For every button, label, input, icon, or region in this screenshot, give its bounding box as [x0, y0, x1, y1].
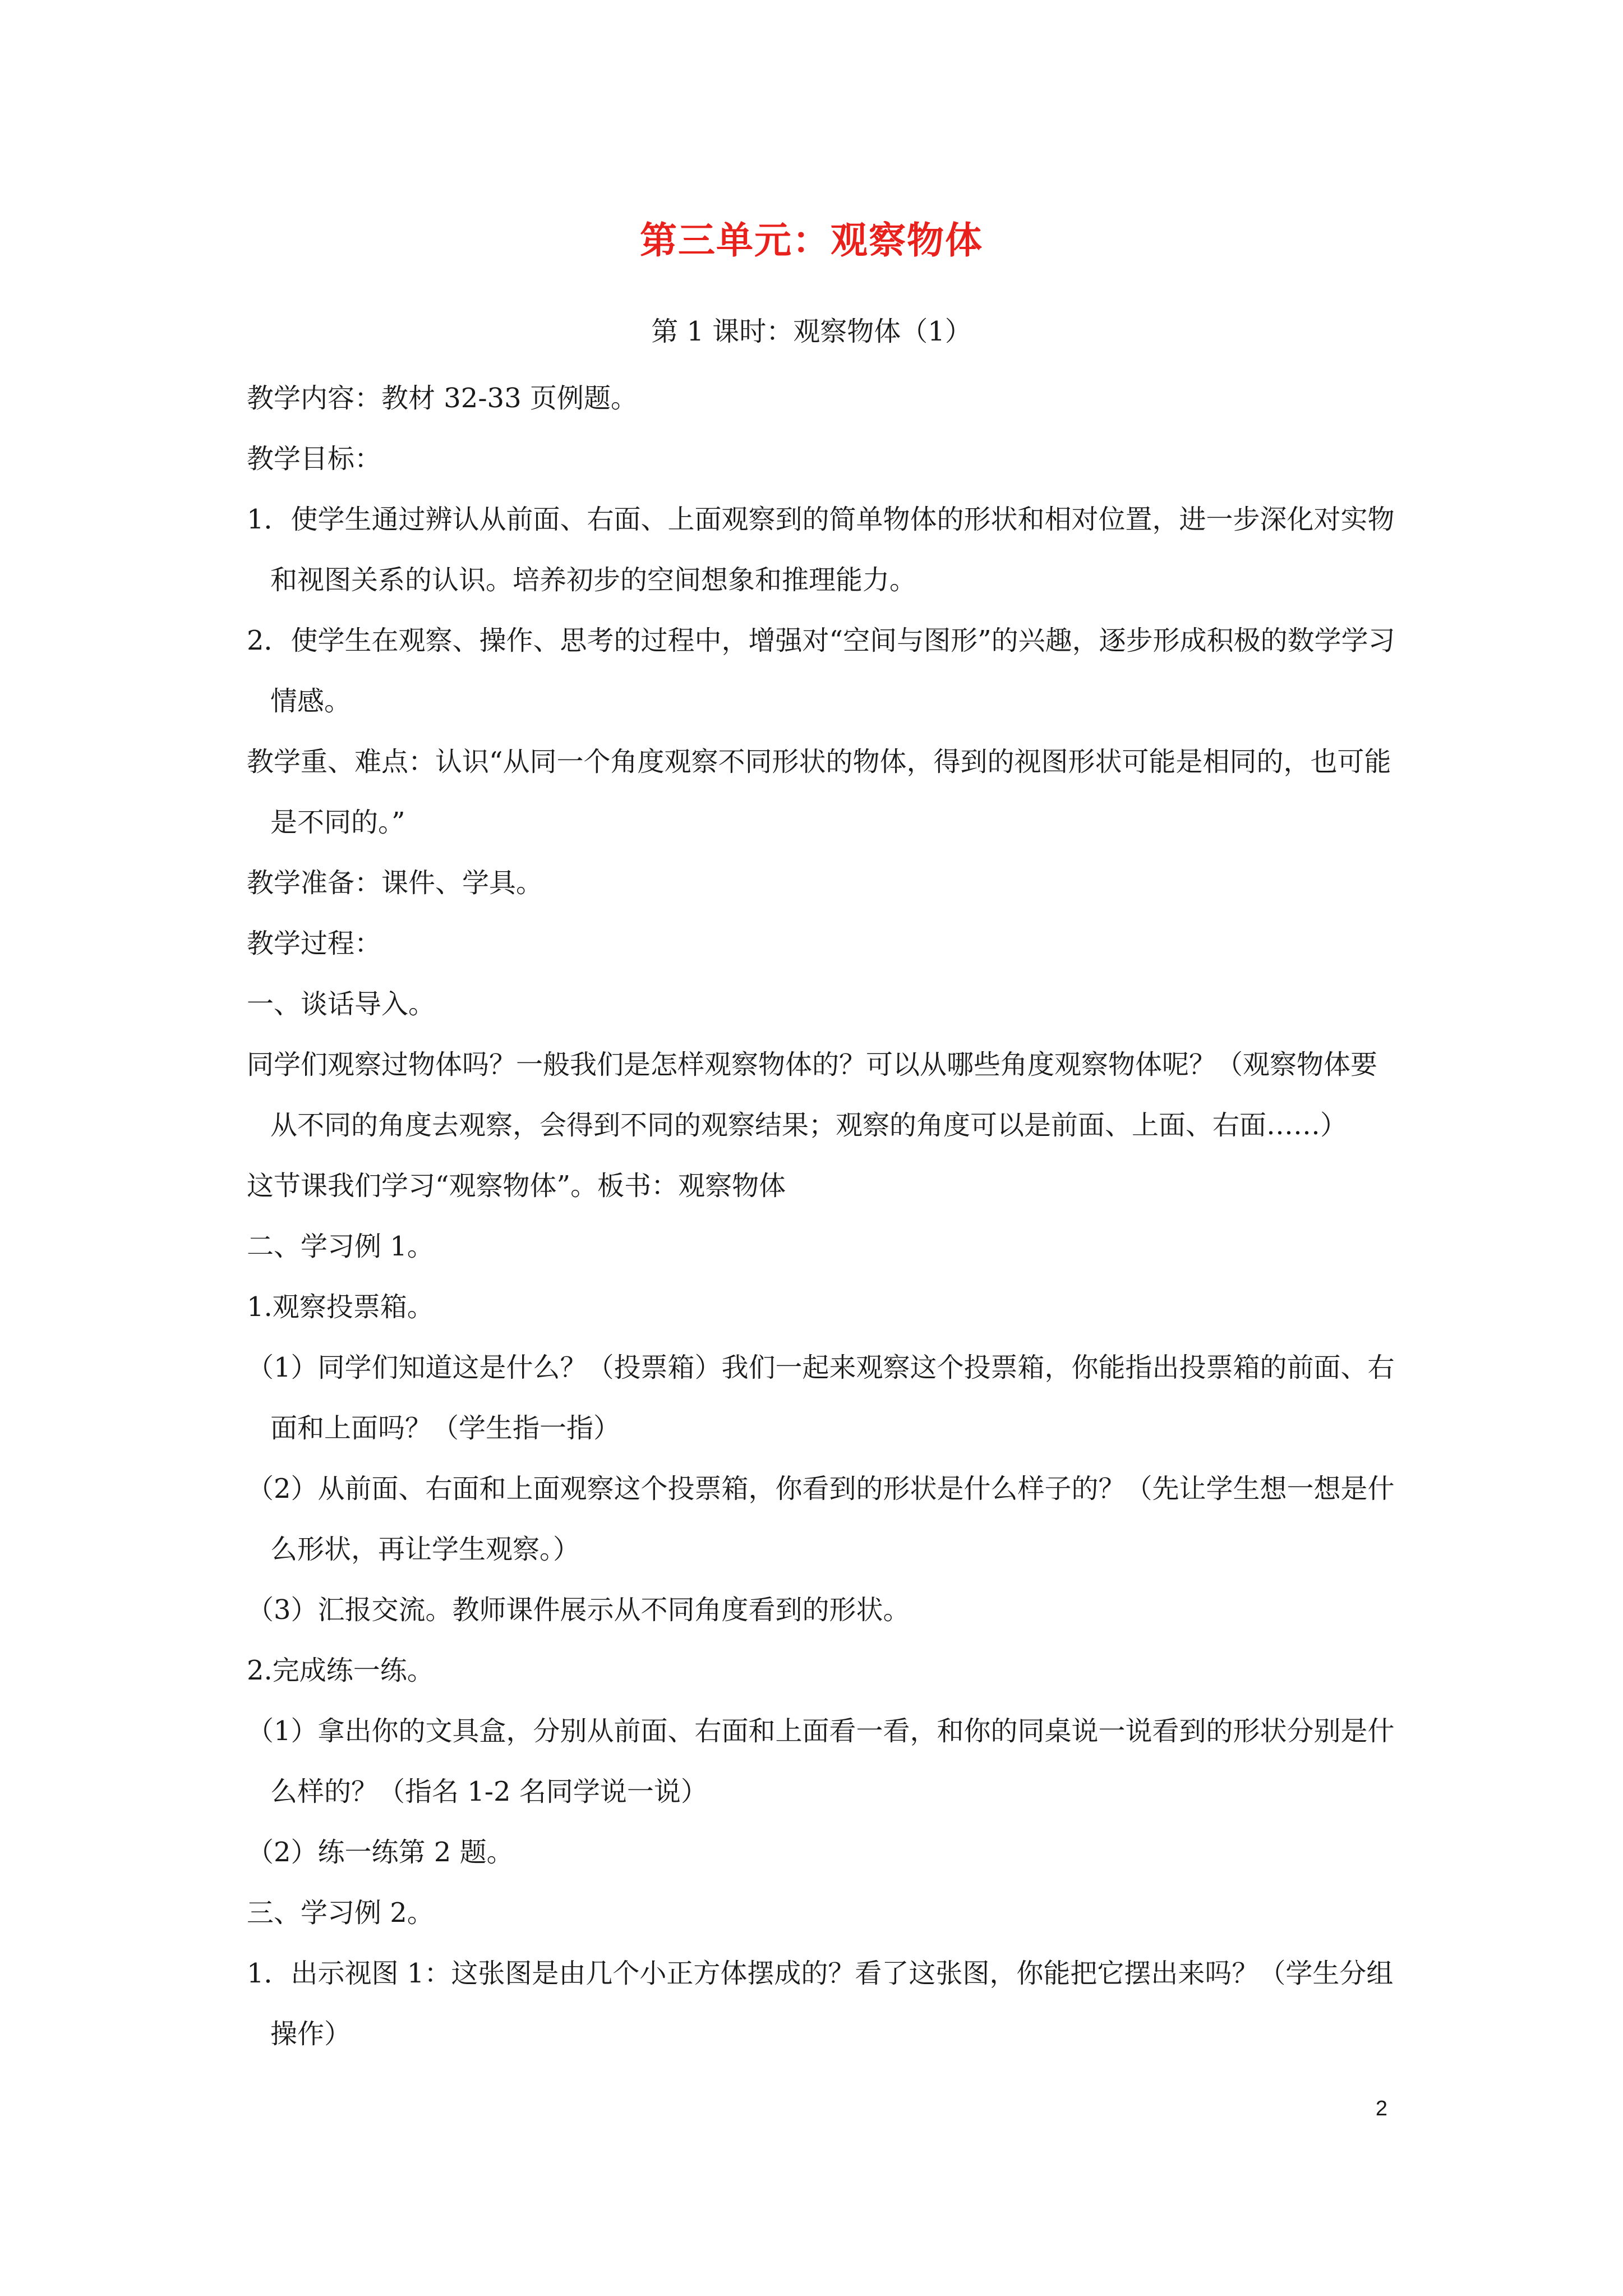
paragraph: 这节课我们学习“观察物体”。板书：观察物体 [247, 1170, 786, 1202]
paragraph: 1．使学生通过辨认从前面、右面、上面观察到的简单物体的形状和相对位置，进一步深化对实物和视图关系的认识。培养初步的空间想象和推理能力。 [247, 504, 1395, 596]
paragraph: 教学过程： [247, 928, 382, 959]
paragraph: （2）练一练第 2 题。 [247, 1837, 514, 1868]
paragraph: （1）拿出你的文具盒，分别从前面、右面和上面看一看，和你的同桌说一说看到的形状分别是什么样的？（指名 1-2 名同学说一说） [247, 1715, 1395, 1807]
paragraph: 2．使学生在观察、操作、思考的过程中，增强对“空间与图形”的兴趣，逐步形成积极的数学学习情感。 [247, 625, 1395, 717]
paragraph: 教学重、难点：认识“从同一个角度观察不同形状的物体，得到的视图形状可能是相同的，也可能是不同的。” [247, 746, 1391, 838]
paragraph: （2）从前面、右面和上面观察这个投票箱，你看到的形状是什么样子的？（先让学生想一想是什么形状，再让学生观察。） [247, 1473, 1395, 1565]
paragraph: 1.观察投票箱。 [247, 1291, 434, 1323]
section-heading: 二、学习例 1。 [247, 1231, 434, 1262]
paragraph: 同学们观察过物体吗？一般我们是怎样观察物体的？可以从哪些角度观察物体呢？（观察物体要从不同的角度去观察，会得到不同的观察结果；观察的角度可以是前面、上面、右面……） [247, 1049, 1378, 1141]
section-heading: 一、谈话导入。 [247, 988, 436, 1020]
paragraph: 教学内容：教材 32-33 页例题。 [247, 383, 638, 414]
document-body [247, 368, 1402, 2064]
paragraph: （3）汇报交流。教师课件展示从不同角度看到的形状。 [247, 1594, 910, 1626]
page-title: 第三单元：观察物体 [640, 218, 983, 262]
paragraph: 教学准备：课件、学具。 [247, 867, 543, 899]
paragraph: 2.完成练一练。 [247, 1655, 434, 1686]
page-number: 2 [1375, 2097, 1387, 2120]
section-heading: 三、学习例 2。 [247, 1897, 434, 1929]
paragraph: 教学目标： [247, 443, 382, 475]
paragraph: 1．出示视图 1：这张图是由几个小正方体摆成的？看了这张图，你能把它摆出来吗？（学生分组操作） [247, 1958, 1394, 2050]
lesson-subtitle: 第 1 课时：观察物体（1） [651, 316, 972, 347]
paragraph: （1）同学们知道这是什么？（投票箱）我们一起来观察这个投票箱，你能指出投票箱的前面、右面和上面吗？（学生指一指） [247, 1352, 1395, 1444]
